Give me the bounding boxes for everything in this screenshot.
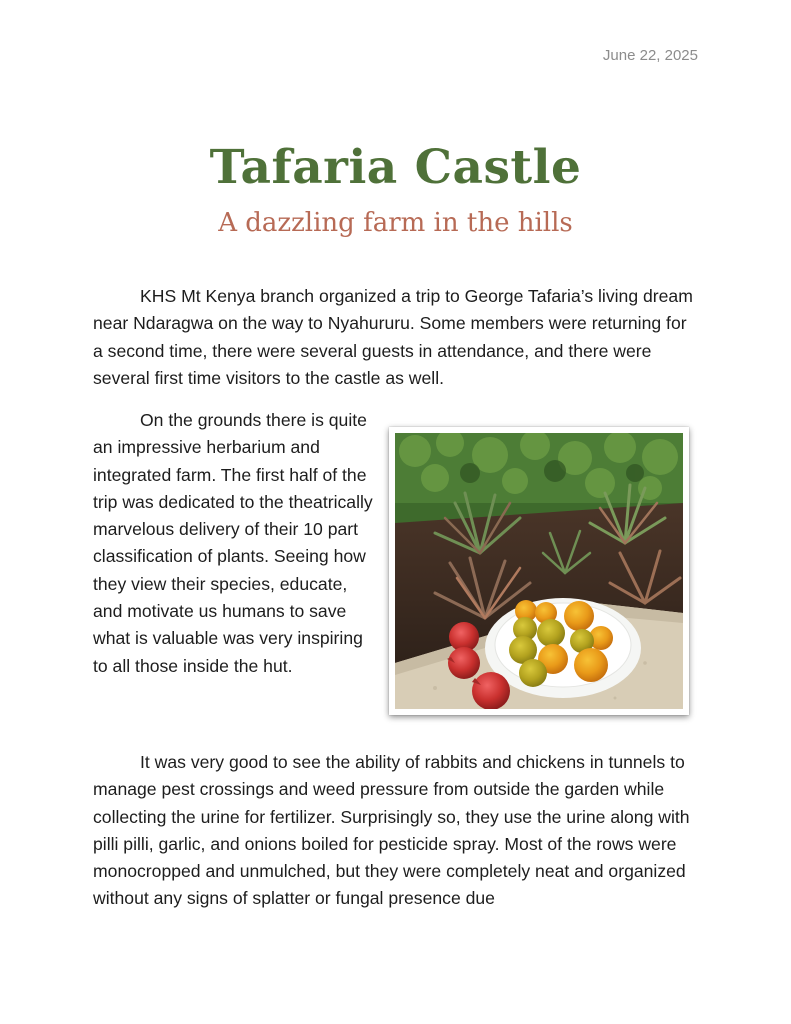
document-date: June 22, 2025 <box>602 47 698 64</box>
article-title: Tafaria Castle <box>209 140 582 195</box>
farm-produce-photo <box>395 433 683 709</box>
article-subtitle: A dazzling farm in the hills <box>218 208 573 238</box>
paragraph-grounds: On the grounds there is quite an impressive herbarium and integrated farm. The first half of the trip was dedicated to the theatrically marvelous delivery of their 10 part classification of plants. Seeing how they view their species, educate, and motivate us humans to save what is valuable was very inspiring to all those inside the hut. <box>93 410 373 676</box>
paragraph-rabbits-chickens: It was very good to see the ability of rabbits and chickens in tunnels to manage pest crossings and weed pressure from outside the garden while collecting the urine for fertilizer. Surprisingly so, they use the urine along with pilli pilli, garlic, and onions boiled for pesticide spray. Most of the rows were monocropped and unmulched, but they were completely neat and organized without any signs of splatter or fungal presence due <box>93 752 690 909</box>
farm-photo-frame <box>389 427 689 715</box>
paragraph-intro: KHS Mt Kenya branch organized a trip to George Tafaria’s living dream near Ndaragwa on the way to Nyahururu. Some members were returning for a second time, there were several guests in attendance, and there were several first time visitors to the castle as well. <box>93 286 693 388</box>
